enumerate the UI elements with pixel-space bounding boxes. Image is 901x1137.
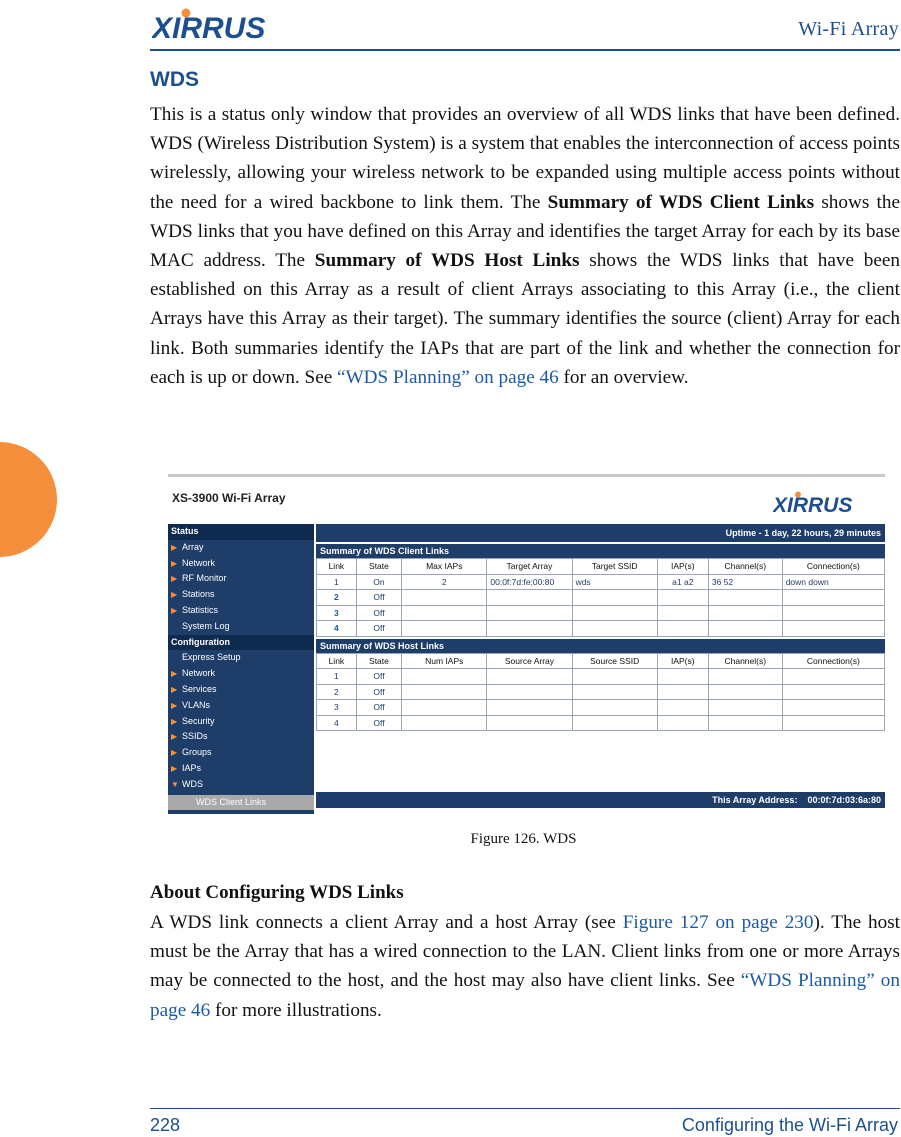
screenshot-logo-wordmark: XIRRUS <box>773 494 853 515</box>
chapter-tab-marker <box>0 442 57 557</box>
sidebar-item-system-log[interactable] <box>168 619 314 635</box>
sidebar-item-rf-monitor[interactable] <box>168 571 314 587</box>
table-cell: Off <box>356 621 401 637</box>
header-rule <box>150 49 900 51</box>
sidebar-item-configuration[interactable] <box>168 635 314 651</box>
intro-paragraph <box>150 100 900 392</box>
intro-text-1: This is a status only window that provides an overview of all WDS links that have been defined. WDS (Wireless Distribution System) is a system that enables the interconnection of access points wirelessly, allowing your wireless network to be expanded using multiple access points without the need for a wired backbone to link them. The <box>150 104 900 213</box>
expand-arrow-icon: ▶ <box>171 669 178 679</box>
column-header: IAP(s) <box>657 653 708 669</box>
screenshot-banner <box>168 474 885 521</box>
sidebar-item-statistics[interactable] <box>168 603 314 619</box>
sidebar-item-stations[interactable] <box>168 587 314 603</box>
table-cell <box>487 605 572 621</box>
table-cell <box>402 669 487 685</box>
column-header: Source SSID <box>572 653 657 669</box>
about-text-2: ). The host must be the Array that has a wired connection to the LAN. Client links from one or more Arrays may be connected to the host, and the host may also have client links. See <box>150 912 900 992</box>
intro-text-2: shows the WDS links that you have defined on this Array and identifies the target Array for each by its base MAC address. The <box>150 191 900 272</box>
sidebar-item-label: Network <box>182 668 216 679</box>
table-row <box>317 621 885 637</box>
sidebar-item-security[interactable] <box>168 714 314 730</box>
table-cell <box>782 715 884 731</box>
intro-text-4: for an overview. <box>558 366 689 388</box>
intro-bold-client-links: Summary of WDS Client Links <box>547 191 815 213</box>
client-links-title: Summary of WDS Client Links <box>316 544 885 558</box>
table-cell: 4 <box>317 715 357 731</box>
sidebar-item-vlans[interactable] <box>168 698 314 714</box>
table-cell <box>487 684 572 700</box>
uptime-bar: Uptime - 1 day, 22 hours, 29 minutes <box>316 524 885 542</box>
host-links-table <box>316 653 885 732</box>
table-cell: Off <box>356 715 401 731</box>
table-cell <box>657 605 708 621</box>
table-cell <box>708 669 782 685</box>
table-cell <box>487 715 572 731</box>
sidebar-item-groups[interactable] <box>168 745 314 761</box>
column-header: Source Array <box>487 653 572 669</box>
table-row <box>317 590 885 606</box>
table-cell <box>487 669 572 685</box>
column-header: IAP(s) <box>657 559 708 575</box>
table-cell <box>657 621 708 637</box>
wds-screenshot <box>168 474 885 814</box>
expand-arrow-icon: ▶ <box>171 763 178 773</box>
expand-arrow-icon: ▶ <box>171 542 178 552</box>
table-cell <box>402 621 487 637</box>
table-row <box>317 605 885 621</box>
table-cell <box>487 700 572 716</box>
table-cell: Off <box>356 669 401 685</box>
array-address-label: This Array Address: <box>712 795 798 805</box>
screenshot-sidebar-nav <box>168 524 314 814</box>
table-cell: 1 <box>317 669 357 685</box>
table-cell <box>782 621 884 637</box>
running-header-title: Wi-Fi Array <box>798 18 899 40</box>
subheading-about-wds: About Configuring WDS Links <box>150 882 404 903</box>
column-header: Target Array <box>487 559 572 575</box>
table-cell: 00:0f:7d:fe:00:80 <box>487 574 572 590</box>
column-header: Target SSID <box>572 559 657 575</box>
table-cell: 1 <box>317 574 357 590</box>
expand-arrow-icon: ▶ <box>171 590 178 600</box>
table-cell <box>657 669 708 685</box>
sidebar-item-wds-client-links[interactable] <box>168 795 314 811</box>
expand-arrow-icon: ▶ <box>171 700 178 710</box>
sidebar-item-array[interactable] <box>168 540 314 556</box>
sidebar-item-status[interactable] <box>168 524 314 540</box>
sidebar-item-label: Security <box>182 715 215 726</box>
section-title: WDS <box>150 68 199 91</box>
table-row <box>317 574 885 590</box>
sidebar-item-label: Configuration <box>171 636 230 647</box>
table-cell <box>708 605 782 621</box>
table-cell <box>782 590 884 606</box>
sidebar-item-label: Stations <box>182 589 215 600</box>
table-cell <box>708 715 782 731</box>
sidebar-item-label: System Log <box>182 620 230 631</box>
sidebar-item-label: Services <box>182 683 217 694</box>
figure-caption-text: Figure 126. WDS <box>470 831 577 847</box>
table-cell <box>402 684 487 700</box>
table-cell <box>782 700 884 716</box>
column-header: Max IAPs <box>402 559 487 575</box>
table-row <box>317 715 885 731</box>
expand-arrow-icon: ▶ <box>171 684 178 694</box>
column-header: State <box>356 653 401 669</box>
column-header: Channel(s) <box>708 653 782 669</box>
column-header: Link <box>317 653 357 669</box>
expanded-arrow-icon: ▼ <box>171 779 179 789</box>
table-cell: down down <box>782 574 884 590</box>
table-cell <box>572 605 657 621</box>
table-cell <box>708 700 782 716</box>
link-number-link[interactable]: 4 <box>317 621 357 637</box>
table-cell <box>572 684 657 700</box>
column-header: Link <box>317 559 357 575</box>
about-paragraph <box>150 908 900 1025</box>
screenshot-array-title: XS-3900 Wi-Fi Array <box>172 491 286 505</box>
link-number-link[interactable]: 2 <box>317 590 357 606</box>
table-cell <box>782 669 884 685</box>
table-cell <box>708 684 782 700</box>
table-row <box>317 669 885 685</box>
sidebar-item-network[interactable] <box>168 666 314 682</box>
table-cell <box>487 590 572 606</box>
table-cell <box>657 684 708 700</box>
sidebar-item-label: Status <box>171 526 199 536</box>
sidebar-item-label: Array <box>182 541 204 552</box>
column-header: State <box>356 559 401 575</box>
table-header-row <box>317 653 885 669</box>
table-cell <box>657 590 708 606</box>
table-cell <box>572 715 657 731</box>
table-cell: Off <box>356 700 401 716</box>
column-header: Connection(s) <box>782 653 884 669</box>
client-links-table <box>316 558 885 637</box>
sidebar-item-label: Express Setup <box>182 652 241 663</box>
link-number-link[interactable]: 3 <box>317 605 357 621</box>
table-cell: 36 52 <box>708 574 782 590</box>
expand-arrow-icon: ▶ <box>171 558 178 568</box>
about-text-3: for more illustrations. <box>210 999 382 1021</box>
table-header-row <box>317 559 885 575</box>
table-cell <box>572 590 657 606</box>
logo-wordmark: XIRRUS <box>152 12 266 42</box>
table-cell: a1 a2 <box>657 574 708 590</box>
table-cell: wds <box>572 574 657 590</box>
table-cell: Off <box>356 684 401 700</box>
column-header: Num IAPs <box>402 653 487 669</box>
table-row <box>317 684 885 700</box>
sidebar-item-services[interactable] <box>168 682 314 698</box>
sidebar-item-label: Groups <box>182 747 212 758</box>
table-cell: 2 <box>317 684 357 700</box>
sidebar-item-label: VLANs <box>182 699 211 710</box>
xirrus-logo <box>152 8 302 42</box>
table-cell <box>402 715 487 731</box>
sidebar-item-label: Statistics <box>182 604 219 615</box>
array-address-value: 00:0f:7d:03:6a:80 <box>807 795 881 805</box>
intro-bold-host-links: Summary of WDS Host Links <box>314 250 580 272</box>
table-cell <box>657 700 708 716</box>
wds-planning-link-2[interactable]: “WDS Planning” on page 46 <box>150 970 900 1021</box>
table-cell: On <box>356 574 401 590</box>
sidebar-item-label: SSIDs <box>182 731 208 742</box>
sidebar-item-ssids[interactable] <box>168 729 314 745</box>
table-cell <box>487 621 572 637</box>
expand-arrow-icon: ▶ <box>171 574 178 584</box>
expand-arrow-icon: ▶ <box>171 716 178 726</box>
table-cell <box>402 700 487 716</box>
table-cell: 2 <box>402 574 487 590</box>
table-cell <box>402 590 487 606</box>
table-cell <box>657 715 708 731</box>
table-cell <box>708 590 782 606</box>
sidebar-item-wds[interactable] <box>168 777 314 793</box>
expand-arrow-icon: ▶ <box>171 732 178 742</box>
sidebar-item-label: RF Monitor <box>182 573 227 584</box>
about-text-1: A WDS link connects a client Array and a host Array (see <box>150 912 623 933</box>
sidebar-item-label: IAPs <box>182 762 202 773</box>
expand-arrow-icon: ▶ <box>171 605 178 615</box>
intro-text-3: shows the WDS links that have been established on this Array as a result of client Arrays associating to this Array (i.e., the client Arrays have this Array as their target). The summary identifies the source (client) Array for each link. Both summaries identify the IAPs that are part of the link and whether the connection for each is up or down. See <box>150 250 900 388</box>
table-cell <box>572 700 657 716</box>
table-row <box>317 700 885 716</box>
screenshot-content <box>316 524 885 814</box>
sidebar-item-network[interactable] <box>168 556 314 572</box>
sidebar-item-label: WDS Client Links <box>196 796 267 807</box>
figure-caption <box>0 831 901 848</box>
sidebar-item-label: WDS <box>182 778 203 789</box>
footer-title: Configuring the Wi-Fi Array <box>681 1115 898 1135</box>
table-cell <box>782 605 884 621</box>
column-header: Channel(s) <box>708 559 782 575</box>
table-cell <box>572 621 657 637</box>
figure-127-link[interactable]: Figure 127 on page 230 <box>622 912 814 933</box>
sidebar-item-iaps[interactable] <box>168 761 314 777</box>
table-cell: Off <box>356 605 401 621</box>
footer-rule <box>150 1108 900 1109</box>
wds-planning-link[interactable]: “WDS Planning” on page 46 <box>337 366 559 388</box>
page-number: 228 <box>150 1115 181 1135</box>
table-cell: 3 <box>317 700 357 716</box>
table-cell <box>572 669 657 685</box>
sidebar-item-label: Network <box>182 557 216 568</box>
column-header: Connection(s) <box>782 559 884 575</box>
table-cell <box>402 605 487 621</box>
screenshot-xirrus-logo <box>773 491 883 520</box>
array-address-bar <box>316 792 885 808</box>
host-links-title: Summary of WDS Host Links <box>316 639 885 653</box>
expand-arrow-icon: ▶ <box>171 748 178 758</box>
table-cell <box>782 684 884 700</box>
table-cell <box>708 621 782 637</box>
sidebar-item-express-setup[interactable] <box>168 650 314 666</box>
table-cell: Off <box>356 590 401 606</box>
